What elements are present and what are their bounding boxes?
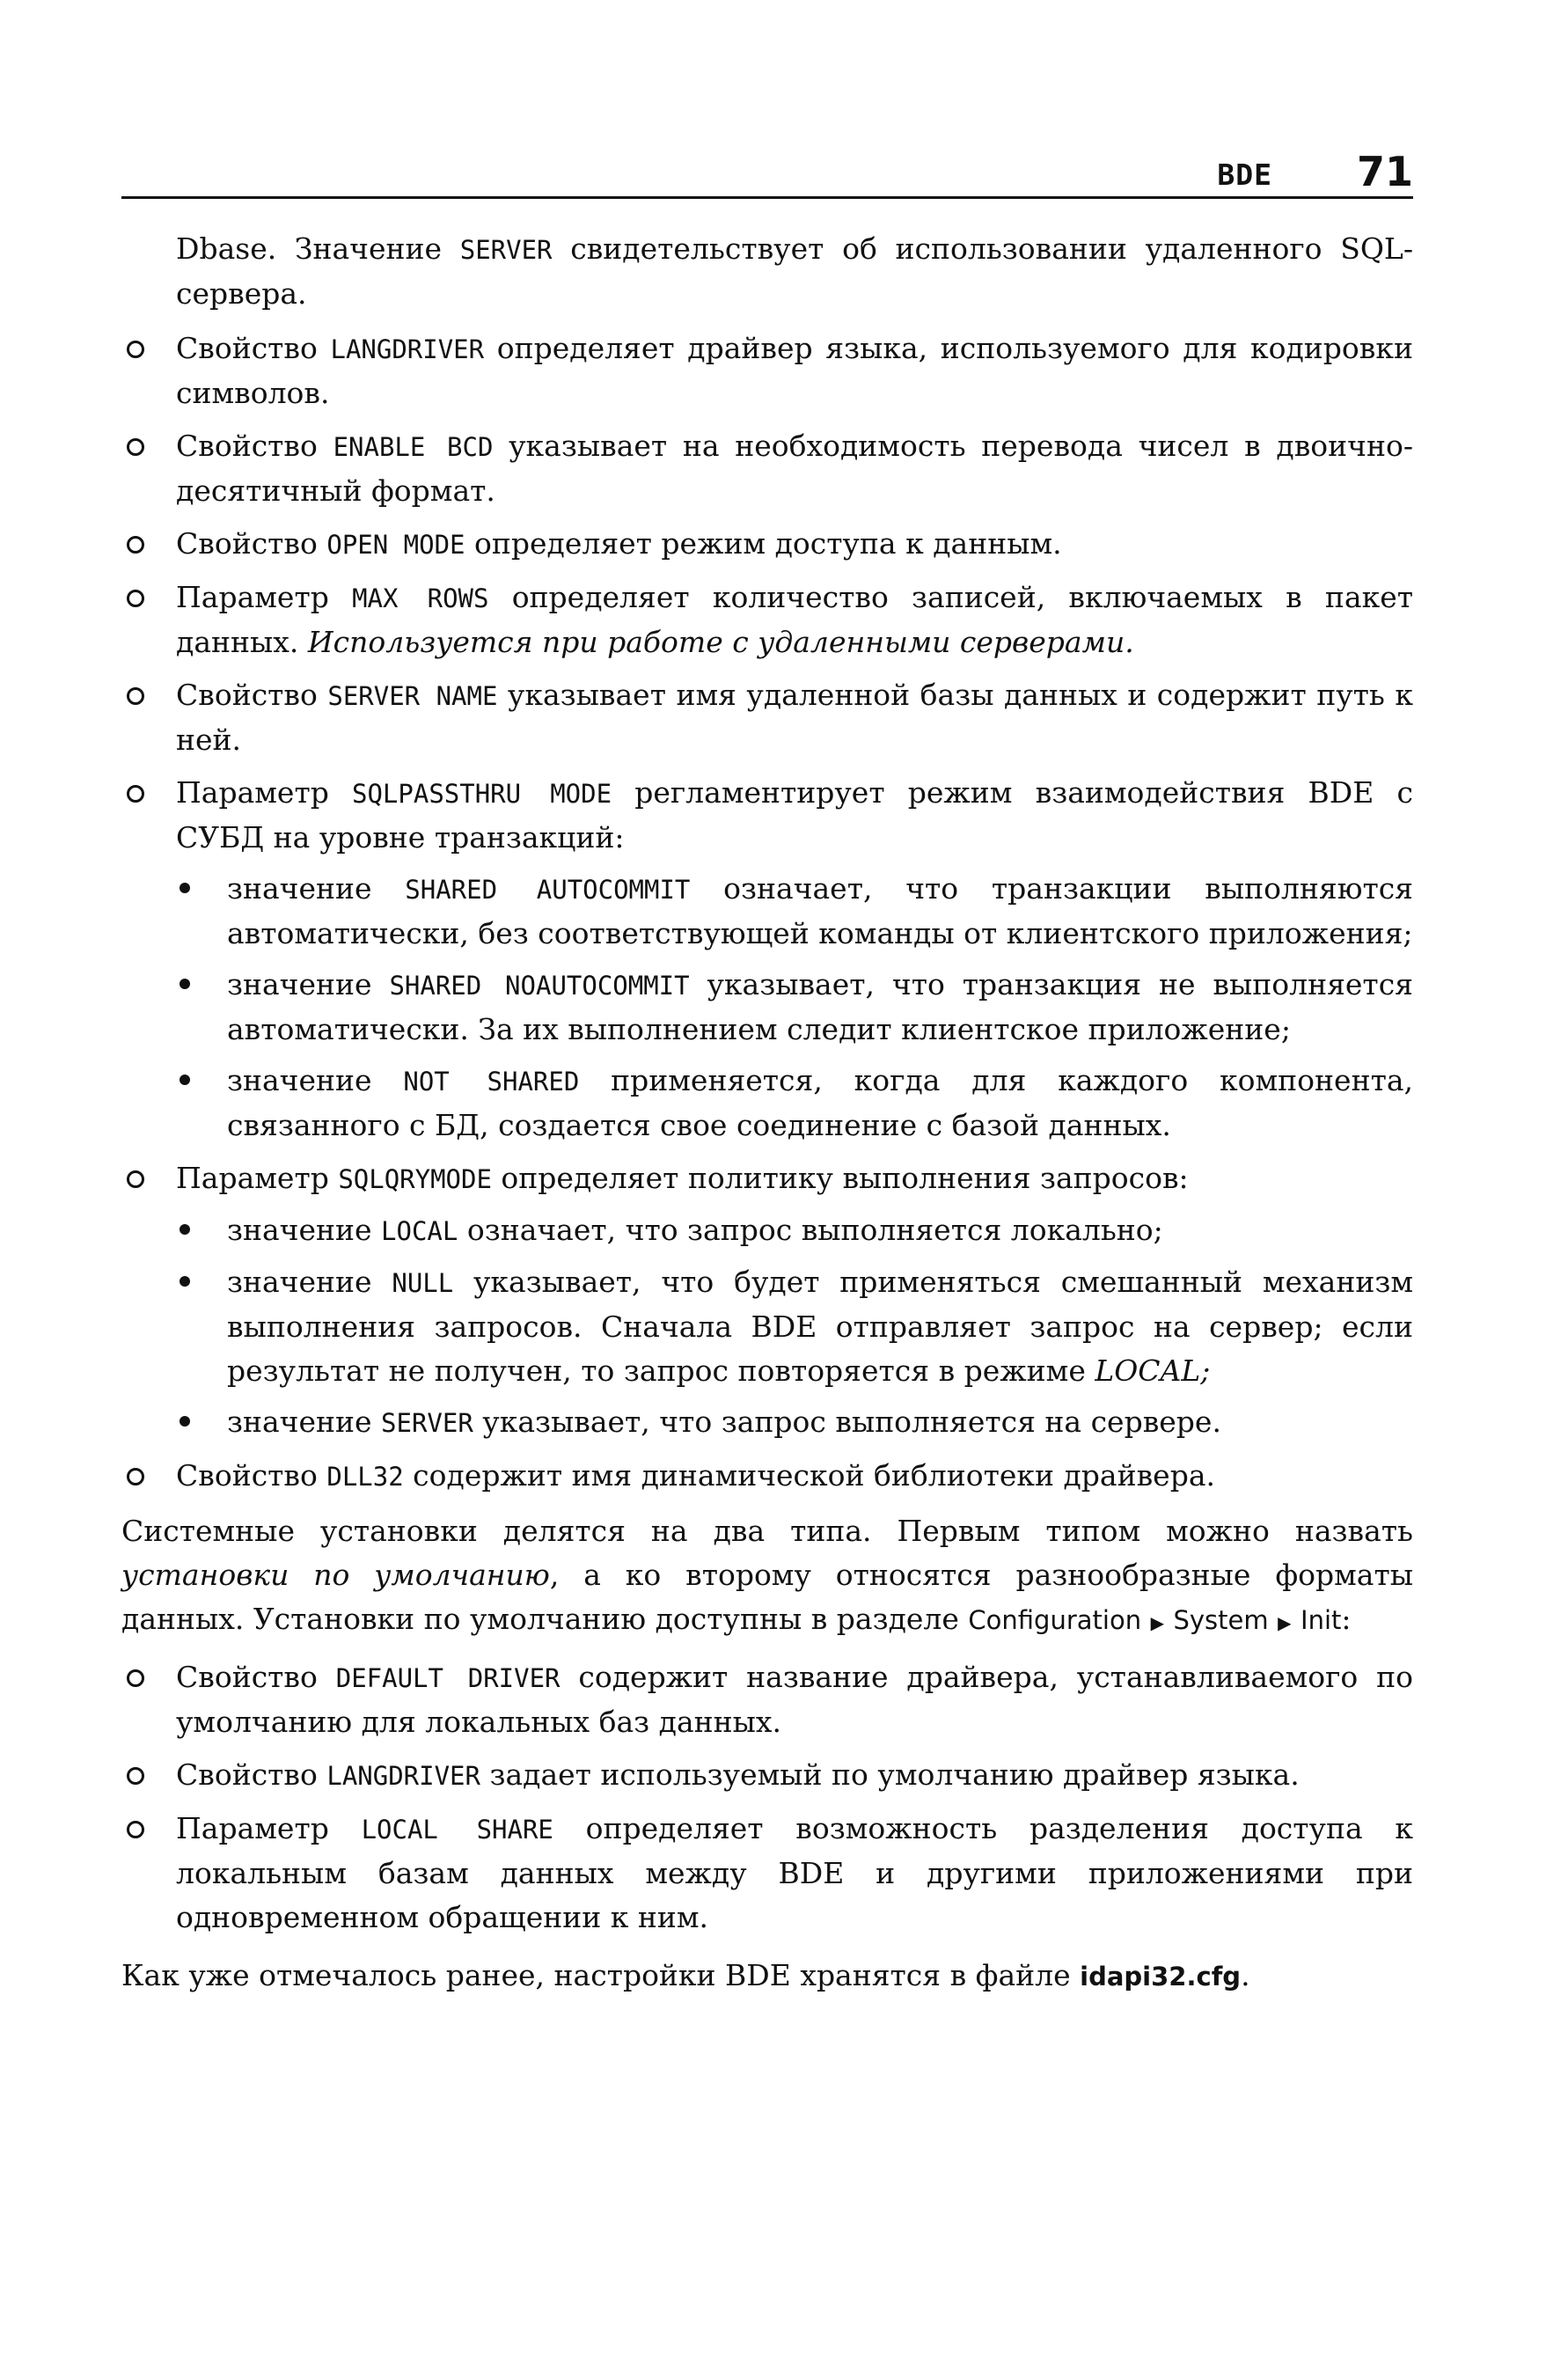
sub-list-item: значение SHARED NOAUTOCOMMIT указывает, что транзакция не выполняется автоматически. За их выполнением следит клиентское приложение; [176,963,1413,1052]
code-term: SHARED AUTOCOMMIT [405,875,691,905]
sub-list [176,867,1413,1148]
list-item: Параметр SQLPASSTHRU MODE регламентирует режим взаимодействия BDE с СУБД на уровне транзакций: значение SHARED AUTOCOMMIT означает, что транзакции выполняются автоматически, без соответствующей команды от клиентского приложения; значение SHARED NOAUTOCOMMIT указывает, что транзакция не выполняется автоматически. За их выполнением следит клиентское приложение; значение NOT SHARED применяется, когда для каждого компонента, связанного с БД, создается свое соединение с базой данных. [121,771,1413,1148]
list-item: Параметр SQLQRYMODE определяет политику выполнения запросов: значение LOCAL означает, что запрос выполняется локально; значение NULL указывает, что будет применяться смешанный механизм выполнения запросов. Сначала BDE отправляет запрос на сервер; если результат не получен, то запрос повторяется в режиме LOCAL; значение SERVER указывает, что запрос выполняется на сервере. [121,1156,1413,1445]
intro-paragraph: Dbase. Значение SERVER свидетельствует об использовании удаленного SQL-сервера. [176,231,1413,311]
arrow-right-icon: ▶ [1278,1612,1292,1633]
list-item: Свойство OPEN MODE определяет режим доступа к данным. [121,522,1413,567]
code-term: LOCAL [381,1216,458,1246]
code-term: DLL32 [326,1462,404,1492]
code-term: SQLQRYMODE [338,1164,492,1194]
circle-bullet-icon [127,687,144,705]
italic-term: установки по умолчанию [121,1558,550,1592]
sub-list-item: значение SHARED AUTOCOMMIT означает, что транзакции выполняются автоматически, без соответствующей команды от клиентского приложения; [176,867,1413,956]
running-header [121,148,1413,199]
sub-list-item: значение NULL указывает, что будет применяться смешанный механизм выполнения запросов. Сначала BDE отправляет запрос на сервер; если результат не получен, то запрос повторяется в режиме LOCAL; [176,1260,1413,1393]
list-item: Свойство LANGDRIVER задает используемый по умолчанию драйвер языка. [121,1753,1413,1798]
code-term: MAX ROWS [352,583,489,613]
header-section-title: BDE [1217,158,1272,192]
list-item: Параметр MAX ROWS определяет количество записей, включаемых в пакет данных. Используется при работе с удаленными серверами. [121,576,1413,664]
page-body [121,227,1413,2009]
circle-bullet-icon [127,341,144,358]
menu-path-init: Init [1301,1605,1342,1635]
dot-bullet-icon [180,979,190,989]
dot-bullet-icon [180,883,190,893]
menu-path-configuration: Configuration [968,1605,1142,1635]
system-settings-paragraph: Системные установки делятся на два типа. Первым типом можно назвать установки по умолчанию, а ко второму относятся разнообразные форматы данных. Установки по умолчанию доступны в разделе Configuration ▶ System ▶ Init: [121,1514,1414,1636]
code-term: ENABLE BCD [333,432,494,462]
circle-bullet-icon [127,1468,144,1485]
code-term: SERVER NAME [327,681,498,711]
code-term: SERVER [459,235,553,265]
default-settings-list [121,1655,1413,1940]
list-item: Параметр LOCAL SHARE определяет возможность разделения доступа к локальным базам данных между BDE и другими приложениями при одновременном обращении к ним. [121,1807,1413,1940]
dot-bullet-icon [180,1416,190,1427]
list-item: Свойство SERVER NAME указывает имя удаленной базы данных и содержит путь к ней. [121,673,1413,762]
code-term: LANGDRIVER [326,1761,480,1791]
circle-bullet-icon [127,1821,144,1838]
circle-bullet-icon [127,438,144,456]
circle-bullet-icon [127,1767,144,1785]
settings-list [121,326,1413,1499]
arrow-right-icon: ▶ [1150,1612,1164,1633]
dot-bullet-icon [180,1276,190,1287]
circle-bullet-icon [127,590,144,607]
code-term: LANGDRIVER [330,334,485,364]
code-term: NOT SHARED [403,1067,580,1097]
code-term: SHARED NOAUTOCOMMIT [389,971,690,1001]
code-term: OPEN MODE [326,530,465,560]
file-name: idapi32.cfg [1080,1962,1242,1992]
list-item: Свойство ENABLE BCD указывает на необходимость перевода чисел в двоично-десятичный формат. [121,424,1413,513]
list-item: Свойство DLL32 содержит имя динамической библиотеки драйвера. [121,1454,1413,1499]
menu-path-system: System [1173,1605,1269,1635]
list-item: Свойство DEFAULT DRIVER содержит название драйвера, устанавливаемого по умолчанию для локальных баз данных. [121,1655,1413,1744]
list-item: Свойство LANGDRIVER определяет драйвер языка, используемого для кодировки символов. [121,326,1413,415]
code-term: SQLPASSTHRU MODE [352,779,612,809]
dot-bullet-icon [180,1075,190,1085]
circle-bullet-icon [127,785,144,803]
sub-list-item: значение NOT SHARED применяется, когда для каждого компонента, связанного с БД, создается свое соединение с базой данных. [176,1059,1413,1148]
code-term: DEFAULT DRIVER [335,1663,561,1693]
sub-list-item: значение SERVER указывает, что запрос выполняется на сервере. [176,1400,1413,1445]
sub-list [176,1208,1413,1445]
code-term: SERVER [381,1408,473,1438]
sub-list-item: значение LOCAL означает, что запрос выполняется локально; [176,1208,1413,1253]
code-term: NULL [392,1268,454,1298]
circle-bullet-icon [127,1170,144,1188]
dot-bullet-icon [180,1224,190,1235]
italic-note: Используется при работе с удаленными серверами. [307,625,1134,659]
header-rule [121,196,1413,199]
italic-term: LOCAL; [1095,1353,1211,1388]
circle-bullet-icon [127,536,144,554]
circle-bullet-icon [127,1669,144,1687]
final-paragraph: Как уже отмечалось ранее, настройки BDE хранятся в файле idapi32.cfg. [121,1958,1250,1992]
page-number: 71 [1356,148,1413,195]
code-term: LOCAL SHARE [361,1815,553,1845]
